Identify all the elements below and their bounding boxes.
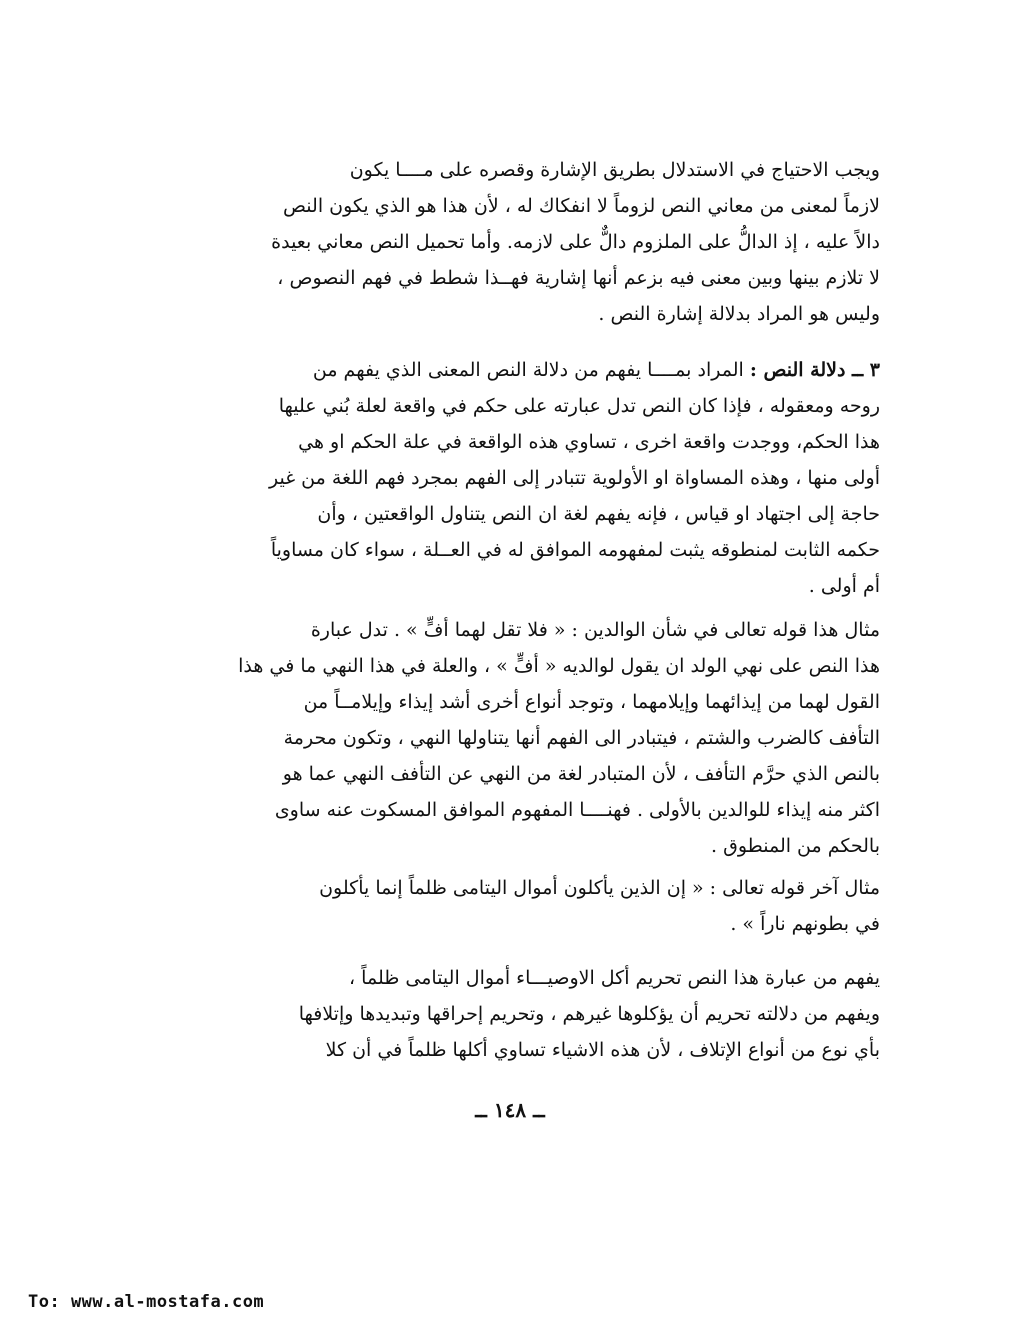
text-line: دالاً عليه ، إذ الدالُّ على الملزوم دالٌّ على لازمه. وأما تحميل النص معاني بعيدة [271,231,880,253]
text-line: روحه ومعقوله ، فإذا كان النص تدل عبارته على حكم في واقعة لعلة بُني عليها [278,395,880,417]
text-line: حاجة إلى اجتهاد او قياس ، فإنه يفهم لغة ان النص يتناول الواقعتين ، وأن [317,503,880,525]
text-line: القول لهما من إيذائهما وإيلامهما ، وتوجد أنواع أخرى أشد إيذاء وإيلامــاً من [303,691,880,713]
text-line: يفهم من عبارة هذا النص تحريم أكل الاوصيـــاء أموال اليتامى ظلماً ، [349,967,880,989]
paragraph-2 [150,352,880,604]
text-line: ويفهم من دلالته تحريم أن يؤكلوها غيرهم ، وتحريم إحراقها وتبديدها وإتلافها [298,1003,880,1025]
text-line [150,352,880,388]
text-line: مثال آخر قوله تعالى : « إن الذين يأكلون أموال اليتامى ظلماً إنما يأكلون [319,877,880,899]
text-segment: المراد بمــــا يفهم من دلالة النص المعنى الذي يفهم من [312,359,750,381]
text-line: وليس هو المراد بدلالة إشارة النص . [598,303,880,325]
text-line: أم أولى . [808,575,880,597]
text-line: بالنص الذي حرَّم التأفف ، لأن المتبادر لغة من النهي عن التأفف النهي عما هو [282,763,880,785]
text-line: في بطونهم ناراً » . [730,913,880,935]
footer-url: To: www.al-mostafa.com [28,1292,265,1312]
text-line: لا تلازم بينها وبين معنى فيه بزعم أنها إشارية فهــذا شطط في فهم النصوص ، [277,267,880,289]
text-line: لازماً لمعنى من معاني النص لزوماً لا انفكاك له ، لأن هذا هو الذي يكون النص [283,195,880,217]
text-line: بأي نوع من أنواع الإتلاف ، لأن هذه الاشياء تساوي أكلها ظلماً في أن كلا [325,1039,880,1061]
text-line: حكمه الثابت لمنطوقه يثبت لمفهومه الموافق له في العــلة ، سواء كان مساوياً [270,539,880,561]
paragraph-4 [150,870,880,942]
text-line: أولى منها ، وهذه المساواة او الأولوية تتبادر إلى الفهم بمجرد فهم اللغة من غير [268,467,880,489]
text-line: هذا الحكم، ووجدت واقعة اخرى ، تساوي هذه الواقعة في علة الحكم او هي [298,431,880,453]
text-line: مثال هذا قوله تعالى في شأن الوالدين : « فلا تقل لهما أفٍّ » . تدل عبارة [310,619,880,641]
page-number: ــ ١٤٨ ــ [475,1098,545,1122]
text-line: ويجب الاحتياج في الاستدلال بطريق الإشارة وقصره على مــــا يكون [349,159,880,181]
paragraph-5 [150,960,880,1068]
section-heading: ٣ ــ دلالة النص : [749,359,880,381]
text-line: بالحكم من المنطوق . [711,835,880,857]
paragraph-3 [150,612,880,864]
paragraph-1 [150,152,880,332]
text-line: التأفف كالضرب والشتم ، فيتبادر الى الفهم أنها يتناولها النهي ، وتكون محرمة [283,727,880,749]
text-line: هذا النص على نهي الولد ان يقول لوالديه « أفٍّ » ، والعلة في هذا النهي ما في هذا [238,655,880,677]
text-line: اكثر منه إيذاء للوالدين بالأولى . فهنــــا المفهوم الموافق المسكوت عنه ساوى [274,799,880,821]
